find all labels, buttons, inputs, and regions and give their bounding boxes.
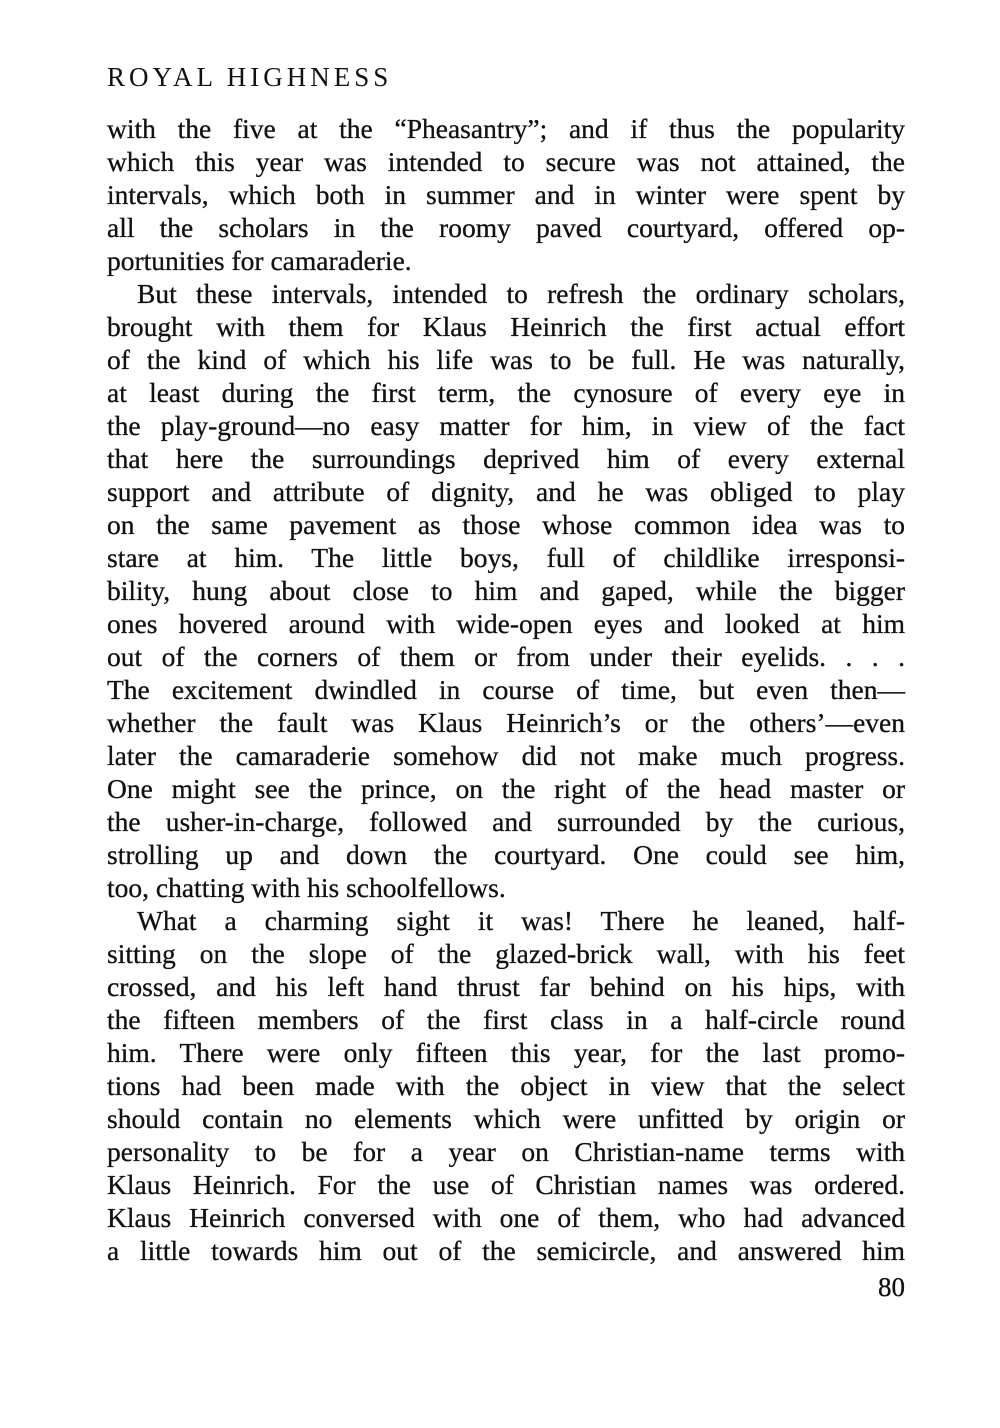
text-line: that here the surroundings deprived him of every external: [107, 443, 905, 474]
text-line: with the five at the “Pheasantry”; and if thus the popularity: [107, 113, 905, 144]
text-line: the usher-in-charge, followed and surrounded by the curious,: [107, 806, 905, 837]
text-line: brought with them for Klaus Heinrich the first actual effort: [107, 311, 905, 342]
text-line: the fifteen members of the first class in a half-circle round: [107, 1004, 905, 1035]
text-line: the play-ground—no easy matter for him, in view of the fact: [107, 410, 905, 441]
text-line: What a charming sight it was! There he leaned, half-: [137, 905, 905, 936]
text-line: all the scholars in the roomy paved courtyard, offered op-: [107, 212, 905, 243]
text-line: a little towards him out of the semicircle, and answered him: [107, 1235, 905, 1266]
page-number: 80: [878, 1272, 905, 1302]
text-line: of the kind of which his life was to be full. He was naturally,: [107, 344, 905, 375]
text-line: tions had been made with the object in view that the select: [107, 1070, 905, 1101]
text-line: strolling up and down the courtyard. One could see him,: [107, 839, 905, 870]
text-line: portunities for camaraderie.: [107, 245, 412, 276]
text-line: him. There were only fifteen this year, for the last promo-: [107, 1037, 905, 1068]
text-line: sitting on the slope of the glazed-brick wall, with his feet: [107, 938, 905, 969]
text-line: support and attribute of dignity, and he was obliged to play: [107, 476, 905, 507]
text-line: should contain no elements which were unfitted by origin or: [107, 1103, 905, 1134]
text-line: on the same pavement as those whose common idea was to: [107, 509, 905, 540]
text-line: Klaus Heinrich conversed with one of them, who had advanced: [107, 1202, 905, 1233]
text-line: whether the fault was Klaus Heinrich’s or the others’—even: [107, 707, 905, 738]
text-line: crossed, and his left hand thrust far behind on his hips, with: [107, 971, 905, 1002]
text-line: bility, hung about close to him and gaped, while the bigger: [107, 575, 905, 606]
text-line: stare at him. The little boys, full of childlike irresponsi-: [107, 542, 905, 573]
running-header: ROYAL HIGHNESS: [107, 62, 393, 92]
body-text: [107, 112, 905, 1267]
text-line: later the camaraderie somehow did not make much progress.: [107, 740, 905, 771]
text-line: too, chatting with his schoolfellows.: [107, 872, 506, 903]
text-line: Klaus Heinrich. For the use of Christian names was ordered.: [107, 1169, 905, 1200]
text-line: The excitement dwindled in course of time, but even then—: [107, 674, 905, 705]
text-line: One might see the prince, on the right of the head master or: [107, 773, 905, 804]
text-line: ones hovered around with wide-open eyes and looked at him: [107, 608, 905, 639]
text-line: But these intervals, intended to refresh the ordinary scholars,: [137, 278, 905, 309]
text-line: which this year was intended to secure was not attained, the: [107, 146, 905, 177]
text-line: out of the corners of them or from under their eyelids. . . .: [107, 641, 905, 672]
text-line: at least during the first term, the cynosure of every eye in: [107, 377, 905, 408]
text-line: intervals, which both in summer and in winter were spent by: [107, 179, 905, 210]
text-line: personality to be for a year on Christian-name terms with: [107, 1136, 905, 1167]
